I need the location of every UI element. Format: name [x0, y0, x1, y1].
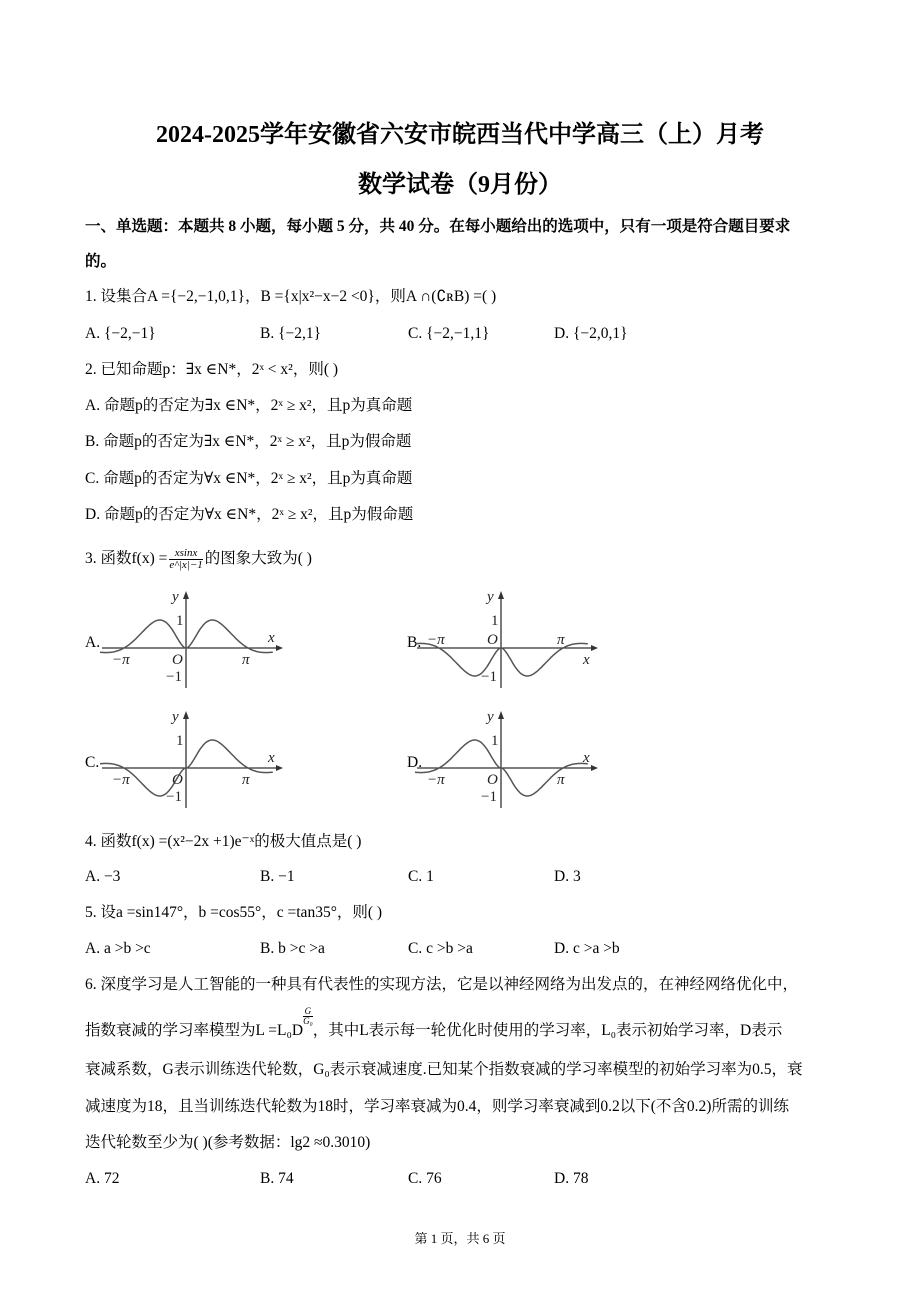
q1-option-c: C. {−2,−1,1} — [408, 325, 490, 342]
q2-option-c: C. 命题p的否定为∀x ∈N*，2ˣ ≥ x²，且p为真命题 — [85, 470, 413, 487]
q2-option-b: B. 命题p的否定为∃x ∈N*，2ˣ ≥ x²，且p为假命题 — [85, 433, 412, 450]
exam-title-line1: 2024-2025学年安徽省六安市皖西当代中学高三（上）月考 — [156, 122, 764, 148]
question-1-stem: 1. 设集合A ={−2,−1,0,1}，B ={x|x²−x−2 <0}，则A ∩(∁ʀB) =( ) — [85, 288, 497, 305]
x-axis-arrow-icon — [276, 765, 283, 771]
x-axis-label: x — [583, 750, 590, 766]
tick-label-neg-pi: −π — [112, 652, 130, 668]
y-axis-label: y — [487, 709, 494, 725]
question-6-line5: 迭代轮数至少为( )(参考数据：lg2 ≈0.3010) — [85, 1134, 371, 1151]
origin-label: O — [487, 632, 498, 648]
tick-label-pi: π — [242, 652, 250, 668]
question-4-stem: 4. 函数f(x) =(x²−2x +1)e⁻ˣ的极大值点是( ) — [85, 833, 362, 850]
section-header-line2: 的。 — [85, 253, 117, 270]
y-axis-label: y — [172, 709, 179, 725]
q6-exp-num: G — [304, 1006, 312, 1016]
q5-option-a: A. a >b >c — [85, 940, 151, 957]
q3-option-b-label: B. — [407, 634, 422, 651]
tick-label-one: 1 — [491, 613, 499, 629]
q3-option-d-label: D. — [407, 754, 423, 771]
q4-option-d: D. 3 — [554, 868, 581, 885]
x-axis-arrow-icon — [591, 645, 598, 651]
q6-option-d: D. 78 — [554, 1170, 589, 1187]
q3-graph-d — [415, 708, 605, 812]
question-6-line1: 6. 深度学习是人工智能的一种具有代表性的实现方法，它是以神经网络为出发点的，在神经网络优化中， — [85, 976, 799, 993]
q3-graph-c — [100, 708, 290, 812]
y-axis-arrow-icon — [183, 591, 189, 599]
q6-option-b: B. 74 — [260, 1170, 294, 1187]
tick-label-neg-one: −1 — [166, 789, 182, 805]
q6-line2-pre: 指数衰减的学习率模型为L =L₀D — [85, 1022, 304, 1039]
q5-option-d: D. c >a >b — [554, 940, 620, 957]
x-axis-label: x — [583, 652, 590, 668]
q4-option-a: A. −3 — [85, 868, 121, 885]
y-axis-arrow-icon — [498, 711, 504, 719]
q2-option-a: A. 命题p的否定为∃x ∈N*，2ˣ ≥ x²，且p为真命题 — [85, 397, 413, 414]
q1-option-d: D. {−2,0,1} — [554, 325, 628, 342]
question-6-line4: 减速度为18，且当训练迭代轮数为18时，学习率衰减为0.4，则学习率衰减到0.2以下(不含0.2)所需的训练 — [85, 1098, 789, 1115]
tick-label-one: 1 — [491, 733, 499, 749]
y-axis-label: y — [172, 589, 179, 605]
q6-option-a: A. 72 — [85, 1170, 120, 1187]
origin-label: O — [172, 772, 183, 788]
q3-option-c-label: C. — [85, 754, 100, 771]
origin-label: O — [172, 652, 183, 668]
q4-option-b: B. −1 — [260, 868, 295, 885]
q6-line2-post: ，其中L表示每一轮优化时使用的学习率，L₀表示初始学习率，D表示 — [312, 1022, 783, 1039]
q1-option-a: A. {−2,−1} — [85, 325, 156, 342]
q3-option-a-label: A. — [85, 634, 101, 651]
q3-fraction — [169, 548, 202, 571]
q5-option-c: C. c >b >a — [408, 940, 473, 957]
section-header-line1: 一、单选题：本题共 8 小题，每小题 5 分，共 40 分。在每小题给出的选项中，只有一项是符合题目要求 — [85, 218, 791, 235]
tick-label-pi: π — [242, 772, 250, 788]
question-5-stem: 5. 设a =sin147°，b =cos55°，c =tan35°，则( ) — [85, 904, 383, 921]
exam-title-line2: 数学试卷（9月份） — [358, 172, 562, 198]
q3-graph-a — [100, 588, 290, 692]
tick-label-neg-pi: −π — [427, 632, 445, 648]
tick-label-neg-one: −1 — [481, 669, 497, 685]
x-axis-label: x — [268, 750, 275, 766]
page-footer: 第 1 页，共 6 页 — [414, 1231, 506, 1246]
q6-option-c: C. 76 — [408, 1170, 442, 1187]
q4-option-c: C. 1 — [408, 868, 434, 885]
tick-label-neg-one: −1 — [166, 669, 182, 685]
q5-option-b: B. b >c >a — [260, 940, 325, 957]
question-6-line3: 衰减系数，G表示训练迭代轮数，G₀表示衰减速度.已知某个指数衰减的学习率模型的初始学习率为0.5，衰 — [85, 1061, 803, 1078]
q3-prefix: 3. 函数f(x) = — [85, 550, 168, 568]
q3-graph-b — [415, 588, 605, 692]
tick-label-pi: π — [557, 772, 565, 788]
q3-numerator: xsinx — [169, 548, 202, 560]
question-6-line2 — [85, 1006, 783, 1041]
tick-label-one: 1 — [176, 613, 184, 629]
x-axis-arrow-icon — [591, 765, 598, 771]
q6-exp-den: G₀ — [303, 1016, 313, 1026]
q3-denominator: e^|x|−1 — [169, 559, 203, 571]
x-axis-arrow-icon — [276, 645, 283, 651]
y-axis-arrow-icon — [183, 711, 189, 719]
tick-label-one: 1 — [176, 733, 184, 749]
q6-exponent — [303, 1007, 313, 1026]
question-3-stem — [85, 548, 312, 571]
y-axis-arrow-icon — [498, 591, 504, 599]
q1-option-b: B. {−2,1} — [260, 325, 322, 342]
y-axis-label: y — [487, 589, 494, 605]
tick-label-neg-pi: −π — [112, 772, 130, 788]
x-axis-label: x — [268, 630, 275, 646]
tick-label-neg-pi: −π — [427, 772, 445, 788]
question-2-stem: 2. 已知命题p：∃x ∈N*，2ˣ < x²，则( ) — [85, 361, 339, 378]
tick-label-pi: π — [557, 632, 565, 648]
tick-label-neg-one: −1 — [481, 789, 497, 805]
q3-suffix: 的图象大致为( ) — [204, 550, 312, 568]
q2-option-d: D. 命题p的否定为∀x ∈N*，2ˣ ≥ x²，且p为假命题 — [85, 506, 414, 523]
origin-label: O — [487, 772, 498, 788]
